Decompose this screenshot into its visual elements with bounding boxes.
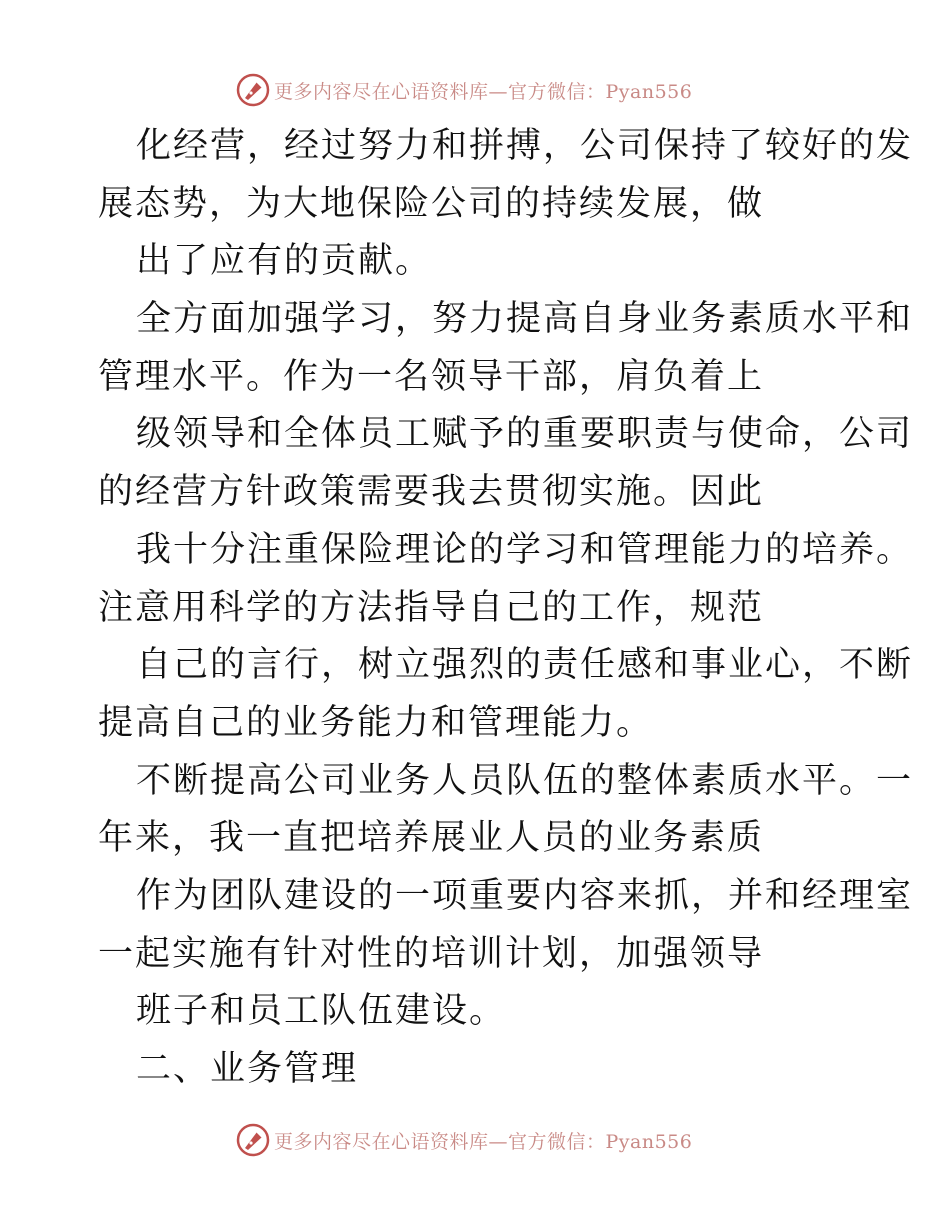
section-heading: 二、业务管理 bbox=[136, 1049, 359, 1089]
text-line: 一起实施有针对性的培训计划，加强领导 bbox=[98, 933, 765, 974]
text-line: 级领导和全体员工赋予的重要职责与使命，公司 bbox=[136, 414, 914, 455]
text-line: 自己的言行，树立强烈的责任感和事业心，不断 bbox=[136, 645, 914, 686]
text-line: 作为团队建设的一项重要内容来抓，并和经理室 bbox=[136, 875, 914, 916]
document-body bbox=[98, 118, 914, 1099]
text-line: 我十分注重保险理论的学习和管理能力的培养。 bbox=[136, 529, 914, 570]
text-line: 的经营方针政策需要我去贯彻实施。因此 bbox=[98, 472, 765, 513]
text-line: 注意用科学的方法指导自己的工作，规范 bbox=[98, 587, 765, 628]
text-line: 不断提高公司业务人员队伍的整体素质水平。一 bbox=[136, 760, 914, 801]
pen-nib-circle-logo-icon bbox=[236, 1123, 270, 1157]
text-line: 出了应有的贡献。 bbox=[136, 241, 433, 282]
text-line: 年来，我一直把培养展业人员的业务素质 bbox=[98, 818, 765, 859]
text-line: 全方面加强学习，努力提高自身业务素质水平和 bbox=[136, 299, 914, 340]
pen-nib-circle-logo-icon bbox=[236, 73, 270, 107]
header-watermark-banner bbox=[236, 72, 692, 108]
banner-text: 更多内容尽在心语资料库—官方微信：Pyan556 bbox=[274, 80, 693, 103]
text-line: 提高自己的业务能力和管理能力。 bbox=[98, 702, 654, 743]
text-line: 展态势，为大地保险公司的持续发展，做 bbox=[98, 183, 765, 224]
footer-watermark-banner bbox=[236, 1122, 692, 1158]
banner-text: 更多内容尽在心语资料库—官方微信：Pyan556 bbox=[274, 1130, 693, 1153]
text-line: 班子和员工队伍建设。 bbox=[136, 991, 507, 1032]
text-line: 化经营，经过努力和拼搏，公司保持了较好的发 bbox=[136, 126, 914, 166]
text-line: 管理水平。作为一名领导干部，肩负着上 bbox=[98, 356, 765, 397]
